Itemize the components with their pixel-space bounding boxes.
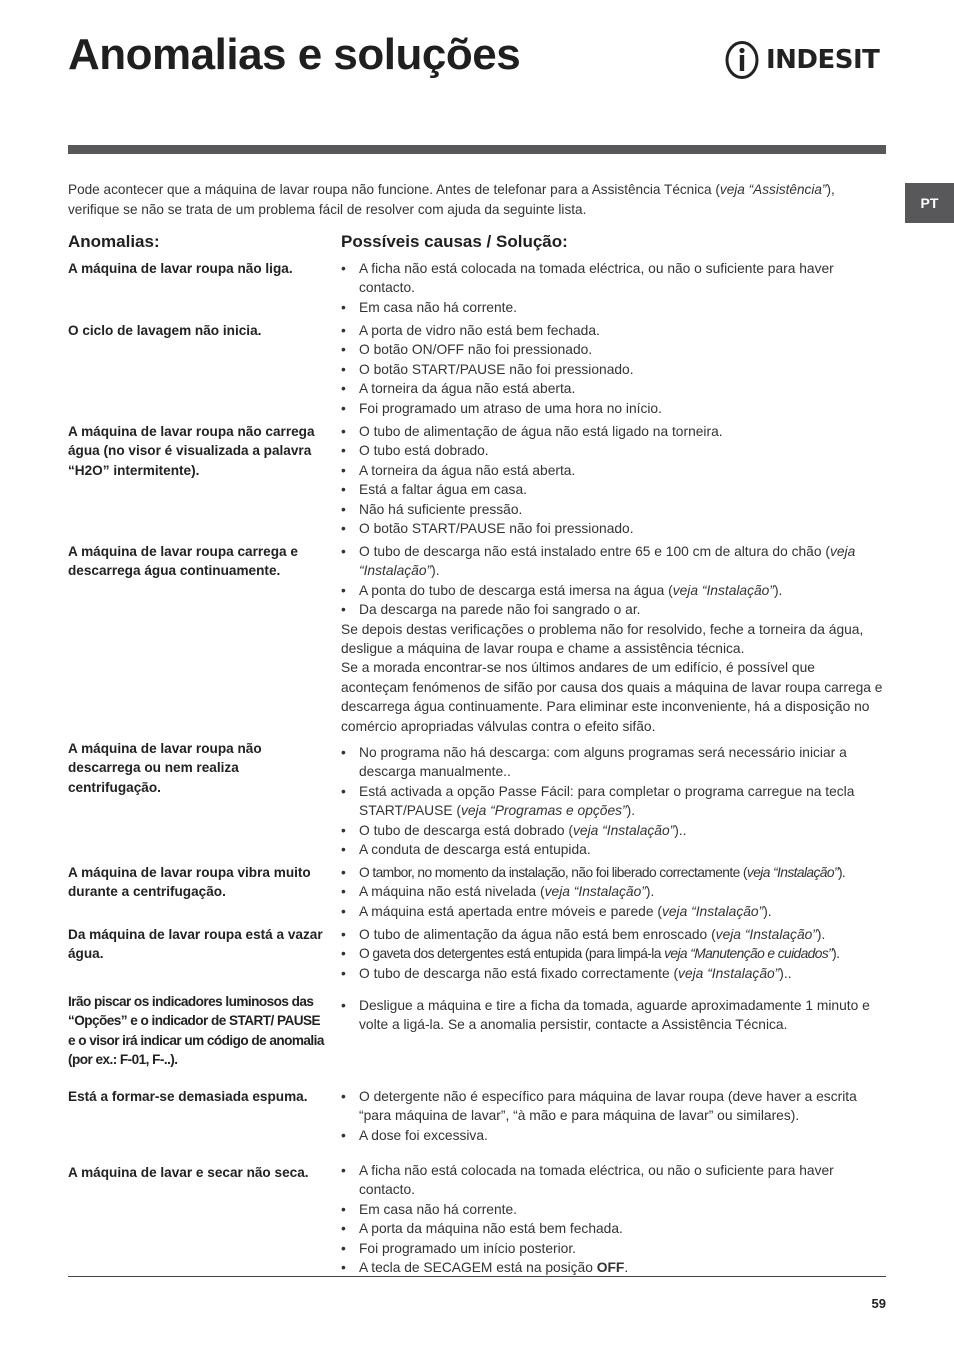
page-title: Anomalias e soluções	[68, 30, 521, 79]
cause-item	[341, 379, 886, 398]
brand-logo-icon	[724, 40, 760, 80]
bullet-icon: •	[341, 998, 346, 1013]
bullet-icon: •	[341, 582, 346, 598]
bullet-icon: •	[341, 1260, 346, 1276]
bullet-icon: •	[341, 424, 346, 439]
bullet-icon: •	[341, 783, 346, 799]
cause-item	[341, 840, 886, 859]
anomaly-label: O ciclo de lavagem não inicia.	[68, 323, 262, 338]
bullet-icon: •	[341, 1201, 346, 1217]
cross-reference: veja “Instalação”	[715, 927, 817, 942]
bullet-icon: •	[341, 323, 346, 338]
cross-reference: veja “Instalação”	[573, 822, 675, 838]
cause-item	[341, 996, 886, 1035]
bullet-icon: •	[341, 544, 346, 559]
cause-text: A tecla de SECAGEM está na posição	[359, 1260, 597, 1276]
cause-item	[341, 863, 886, 882]
cause-item	[341, 581, 886, 600]
cause-text: O tubo de descarga não está instalado entre 65 e 100 cm de altura do chão (	[359, 544, 830, 559]
cause-item	[341, 259, 886, 298]
cause-item	[341, 441, 886, 460]
cause-item	[341, 422, 886, 441]
cause-text-tail: ).	[626, 803, 636, 819]
cause-item	[341, 1161, 886, 1200]
causes-list	[341, 925, 886, 983]
bullet-icon: •	[341, 965, 346, 981]
cross-reference: veja “Instalação”	[359, 544, 856, 579]
cause-text: A ponta do tubo de descarga está imersa na água (	[359, 582, 673, 598]
bullet-icon: •	[341, 261, 346, 276]
cause-text-tail: ).	[763, 903, 772, 919]
anomaly-label: Está a formar-se demasiada espuma.	[68, 1089, 308, 1104]
page-number: 59	[871, 1296, 886, 1311]
cause-text: A torneira da água não está aberta.	[359, 381, 576, 397]
intro-text-2: ), verifique se não se trata de um problema fácil de resolver com ajuda da seguinte lista.	[68, 182, 835, 217]
cause-text-tail: ).	[832, 946, 840, 962]
cause-text: A ficha não está colocada na tomada eléctrica, ou não o suficiente para haver contacto.	[359, 261, 834, 296]
bullet-icon: •	[341, 745, 346, 760]
bullet-icon: •	[341, 1089, 346, 1104]
cause-item	[341, 542, 886, 581]
cause-text-tail: )..	[779, 965, 792, 981]
cause-text: O tubo de alimentação da água não está bem enroscado (	[359, 927, 716, 942]
causes-list	[341, 1161, 886, 1277]
intro-reference: veja “Assistência”	[719, 182, 827, 197]
causes-cell	[341, 743, 886, 859]
bullet-icon: •	[341, 462, 346, 478]
causes-cell	[341, 996, 886, 1035]
cause-item	[341, 743, 886, 782]
bullet-icon: •	[341, 822, 346, 838]
footer-divider	[68, 1276, 886, 1277]
cross-reference: veja “Instalação”	[678, 965, 780, 981]
bullet-icon: •	[341, 865, 346, 880]
anomaly-label: Irão piscar os indicadores luminosos das “Opções” e o indicador de START/ PAUSE e o visor irá indicar um código de anomalia (por ex.: F-01, F-..).	[68, 994, 324, 1068]
bullet-icon: •	[341, 1221, 346, 1237]
cause-item	[341, 340, 886, 359]
cause-item	[341, 1258, 886, 1277]
causes-cell	[341, 259, 886, 317]
cause-text-tail: .	[624, 1260, 629, 1276]
cause-item	[341, 821, 886, 840]
cause-text: Foi programado um atraso de uma hora no início.	[359, 400, 662, 416]
causes-list	[341, 863, 886, 921]
cause-item	[341, 399, 886, 418]
anomaly-label: Da máquina de lavar roupa está a vazar água.	[68, 927, 323, 962]
cross-reference: veja “Instalação”	[672, 582, 774, 598]
cause-text: O tambor, no momento da instalação, não foi liberado correctamente (	[359, 865, 747, 880]
cause-item	[341, 500, 886, 519]
bullet-icon: •	[341, 884, 346, 900]
cause-text: Desligue a máquina e tire a ficha da tomada, aguarde aproximadamente 1 minuto e volte a ligá-la. Se a anomalia persistir, contacte a Assistência Técnica.	[359, 998, 870, 1033]
brand-name: INDESIT	[766, 45, 880, 75]
cause-text: Está activada a opção Passe Fácil: para completar o programa carregue na tecla START/PAUSE (	[359, 783, 855, 819]
anomaly-label: A máquina de lavar e secar não seca.	[68, 1165, 309, 1180]
cause-text: Em casa não há corrente.	[359, 1201, 517, 1217]
cause-item	[341, 480, 886, 499]
anomaly-label: A máquina de lavar roupa vibra muito durante a centrifugação.	[68, 865, 311, 900]
cause-item	[341, 1219, 886, 1238]
cause-item	[341, 944, 886, 963]
cause-text: A torneira da água não está aberta.	[359, 462, 576, 478]
cause-text: A porta da máquina não está bem fechada.	[359, 1221, 623, 1237]
causes-list	[341, 996, 886, 1035]
solution-note: Se depois destas verificações o problema não for resolvido, feche a torneira da água, desligue a máquina de lavar roupa e chame a assistência técnica.	[341, 621, 864, 657]
cause-text: Em casa não há corrente.	[359, 299, 517, 315]
cause-text: O botão START/PAUSE não foi pressionado.	[359, 361, 634, 377]
cause-item	[341, 1200, 886, 1219]
bullet-icon: •	[341, 443, 346, 459]
cause-text-tail: ).	[837, 865, 846, 880]
bullet-icon: •	[341, 400, 346, 416]
cross-reference: veja “Instalação”	[661, 903, 764, 919]
cause-text: Foi programado um início posterior.	[359, 1240, 577, 1256]
causes-list	[341, 259, 886, 317]
solution-note: Se a morada encontrar-se nos últimos andares de um edifício, é possível que aconteçam fenómenos de sifão por causa dos quais a máquina de lavar roupa carrega e descarrega água continuamente. Para eliminar este inconveniente, há a disposição no comércio apropriadas válvulas contra o efeito sifão.	[341, 660, 883, 734]
bullet-icon: •	[341, 1127, 346, 1143]
key-state: OFF	[596, 1260, 625, 1276]
cause-item	[341, 1239, 886, 1258]
cause-text-tail: ).	[816, 927, 826, 942]
cause-item	[341, 882, 886, 901]
cause-text: Não há suficiente pressão.	[359, 501, 523, 517]
cause-item	[341, 1087, 886, 1126]
language-tab: PT	[905, 183, 954, 223]
cause-text: O tubo de alimentação de água não está ligado na torneira.	[359, 424, 723, 439]
bullet-icon: •	[341, 342, 346, 358]
anomaly-label: A máquina de lavar roupa carrega e descarrega água continuamente.	[68, 544, 298, 579]
causes-list	[341, 743, 886, 859]
bullet-icon: •	[341, 501, 346, 517]
cause-text: O gaveta dos detergentes está entupida (para limpá-la	[359, 946, 665, 962]
cause-text: A dose foi excessiva.	[359, 1127, 488, 1143]
cause-text: A máquina está apertada entre móveis e parede (	[359, 903, 662, 919]
bullet-icon: •	[341, 482, 346, 498]
bullet-icon: •	[341, 1240, 346, 1256]
causes-cell	[341, 1087, 886, 1145]
causes-list	[341, 321, 886, 418]
causes-cell	[341, 321, 886, 418]
bullet-icon: •	[341, 521, 346, 537]
cross-reference: veja “Manutenção e cuidados”	[664, 946, 833, 962]
causes-list	[341, 542, 886, 620]
bullet-icon: •	[341, 381, 346, 397]
cause-text-tail: )..	[674, 822, 687, 838]
causes-cell	[341, 422, 886, 538]
anomaly-label: A máquina de lavar roupa não liga.	[68, 261, 293, 276]
cause-item	[341, 519, 886, 538]
causes-cell	[341, 925, 886, 983]
intro-paragraph	[68, 180, 838, 220]
anomaly-label: A máquina de lavar roupa não carrega água (no visor é visualizada a palavra “H2O” intermitente).	[68, 424, 315, 478]
bullet-icon: •	[341, 903, 346, 919]
cause-item	[341, 1126, 886, 1145]
brand-logo	[724, 40, 879, 80]
cause-item	[341, 461, 886, 480]
bullet-icon: •	[341, 946, 346, 962]
cause-text: No programa não há descarga: com alguns programas será necessário iniciar a descarga manualmente..	[359, 745, 847, 780]
cross-reference: veja “Instalação”	[746, 865, 838, 880]
cause-text-tail: ).	[431, 563, 440, 579]
anomaly-label: A máquina de lavar roupa não descarrega ou nem realiza centrifugação.	[68, 741, 262, 795]
bullet-icon: •	[341, 299, 346, 315]
intro-text-1: Pode acontecer que a máquina de lavar roupa não funcione. Antes de telefonar para a Assistência Técnica (	[68, 182, 720, 197]
causes-list	[341, 422, 886, 538]
bullet-icon: •	[341, 927, 346, 942]
cause-text: Da descarga na parede não foi sangrado o ar.	[359, 602, 641, 618]
cause-text: O botão ON/OFF não foi pressionado.	[359, 342, 593, 358]
cause-text: O tubo de descarga está dobrado (	[359, 822, 573, 838]
causes-list	[341, 1087, 886, 1145]
cause-item	[341, 925, 886, 944]
cross-reference: veja “Instalação”	[544, 884, 646, 900]
cause-item	[341, 782, 886, 821]
header-divider	[68, 145, 886, 154]
cause-text: A porta de vidro não está bem fechada.	[359, 323, 600, 338]
bullet-icon: •	[341, 842, 346, 858]
cause-item	[341, 298, 886, 317]
cause-text: A máquina não está nivelada (	[359, 884, 545, 900]
cause-text: O detergente não é específico para máquina de lavar roupa (deve haver a escrita “para máquina de lavar”, “à mão e para máquina de lavar” ou similares).	[359, 1089, 857, 1124]
anomalies-heading: Anomalias:	[68, 232, 160, 251]
cause-text: A conduta de descarga está entupida.	[359, 842, 591, 858]
cause-item	[341, 600, 886, 619]
bullet-icon: •	[341, 1163, 346, 1178]
cause-text: O tubo de descarga não está fixado correctamente (	[359, 965, 679, 981]
bullet-icon: •	[341, 602, 346, 618]
cause-item	[341, 321, 886, 340]
cause-text: O tubo está dobrado.	[359, 443, 489, 459]
causes-cell	[341, 1161, 886, 1277]
cause-text-tail: ).	[773, 582, 783, 598]
bullet-icon: •	[341, 361, 346, 377]
cause-text: O botão START/PAUSE não foi pressionado.	[359, 521, 634, 537]
cause-text-tail: ).	[645, 884, 655, 900]
cross-reference: veja “Programas e opções”	[460, 803, 627, 819]
cause-item	[341, 360, 886, 379]
causes-cell	[341, 542, 886, 736]
causes-heading: Possíveis causas / Solução:	[341, 232, 568, 251]
cause-item	[341, 964, 886, 983]
cause-text: A ficha não está colocada na tomada eléctrica, ou não o suficiente para haver contacto.	[359, 1163, 834, 1198]
cause-text: Está a faltar água em casa.	[359, 482, 527, 498]
causes-cell	[341, 863, 886, 921]
cause-item	[341, 902, 886, 921]
